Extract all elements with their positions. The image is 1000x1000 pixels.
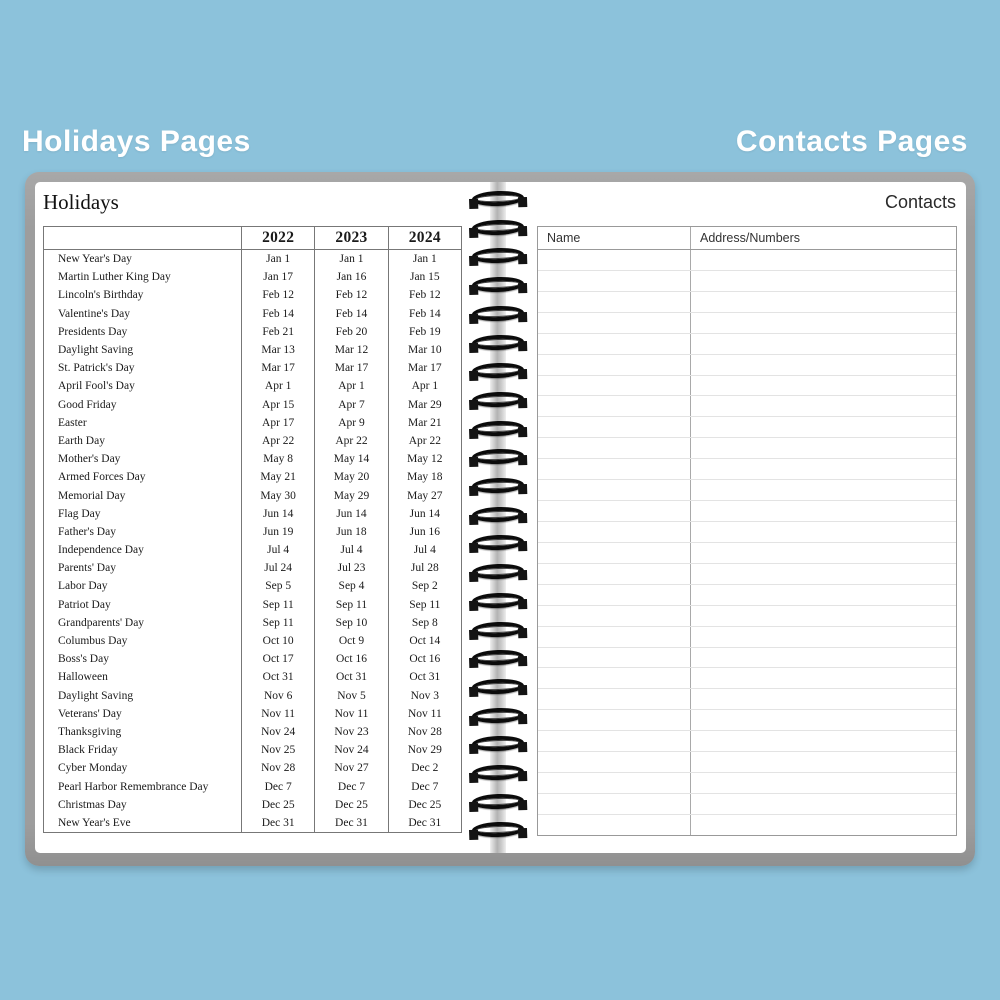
- table-row: [44, 523, 461, 541]
- holiday-date: May 21: [241, 468, 314, 486]
- contact-empty-row: [538, 606, 956, 627]
- contacts-table-header: [538, 227, 956, 250]
- contact-empty-row: [538, 334, 956, 355]
- contact-empty-row: [538, 564, 956, 585]
- holiday-name: Patriot Day: [58, 598, 111, 611]
- holiday-date: Dec 2: [388, 759, 461, 777]
- contact-name-cell: [538, 752, 690, 772]
- holiday-date: Oct 31: [241, 668, 314, 686]
- holiday-date: Mar 13: [241, 341, 314, 359]
- holiday-date: Oct 17: [241, 650, 314, 668]
- contact-name-cell: [538, 606, 690, 626]
- contact-name-cell: [538, 334, 690, 354]
- contact-empty-row: [538, 271, 956, 292]
- holiday-date: Sep 8: [388, 614, 461, 632]
- holiday-date: Jul 4: [388, 541, 461, 559]
- table-row: [44, 486, 461, 504]
- contact-empty-row: [538, 710, 956, 731]
- holiday-name: Grandparents' Day: [58, 616, 145, 629]
- holidays-table: [43, 226, 462, 833]
- contact-name-cell: [538, 648, 690, 668]
- holiday-name: April Fool's Day: [58, 380, 135, 393]
- table-row: [44, 596, 461, 614]
- spiral-coil-icon: [472, 334, 524, 351]
- spiral-coil-icon: [472, 592, 524, 609]
- table-row: [44, 668, 461, 686]
- table-row: [44, 705, 461, 723]
- spiral-coil-icon: [472, 764, 524, 781]
- contact-name-cell: [538, 815, 690, 835]
- contact-name-cell: [538, 731, 690, 751]
- holiday-date: Oct 14: [388, 632, 461, 650]
- table-row: [44, 759, 461, 777]
- contact-empty-row: [538, 543, 956, 564]
- table-row: [44, 250, 461, 268]
- holidays-page-title: Holidays: [43, 190, 119, 214]
- contact-empty-row: [538, 313, 956, 334]
- contact-empty-row: [538, 522, 956, 543]
- contact-name-cell: [538, 271, 690, 291]
- holiday-date: Feb 12: [241, 286, 314, 304]
- spiral-coil-icon: [472, 649, 524, 666]
- notebook-pages: [35, 182, 966, 853]
- spiral-coil-icon: [472, 534, 524, 551]
- contact-empty-row: [538, 459, 956, 480]
- holiday-date: Sep 11: [388, 596, 461, 614]
- contact-empty-row: [538, 396, 956, 417]
- holiday-date: Apr 1: [388, 377, 461, 395]
- contact-name-cell: [538, 396, 690, 416]
- contact-empty-row: [538, 731, 956, 752]
- contact-name-cell: [538, 710, 690, 730]
- contact-address-cell: [690, 606, 956, 626]
- spiral-coil-icon: [472, 247, 524, 264]
- contact-empty-row: [538, 501, 956, 522]
- holiday-date: Apr 15: [241, 396, 314, 414]
- table-row: [44, 796, 461, 814]
- holiday-name: Pearl Harbor Remembrance Day: [58, 780, 209, 793]
- holiday-date: Jun 19: [241, 523, 314, 541]
- spiral-coil-icon: [472, 793, 524, 810]
- holiday-date: Nov 29: [388, 741, 461, 759]
- holidays-header-year: 2023: [314, 227, 387, 249]
- table-row: [44, 359, 461, 377]
- table-row: [44, 559, 461, 577]
- holiday-date: May 20: [314, 468, 387, 486]
- contact-empty-row: [538, 417, 956, 438]
- holiday-date: Jun 16: [388, 523, 461, 541]
- holiday-name: Thanksgiving: [58, 725, 122, 738]
- holiday-date: Sep 11: [314, 596, 387, 614]
- holiday-date: Jun 18: [314, 523, 387, 541]
- spiral-coil-icon: [472, 707, 524, 724]
- contact-address-cell: [690, 334, 956, 354]
- table-row: [44, 450, 461, 468]
- holiday-date: Feb 20: [314, 323, 387, 341]
- contact-address-cell: [690, 752, 956, 772]
- holiday-name: Good Friday: [58, 398, 117, 411]
- holiday-date: Mar 29: [388, 396, 461, 414]
- contact-address-cell: [690, 522, 956, 542]
- holiday-date: Feb 14: [314, 305, 387, 323]
- holiday-name: Veterans' Day: [58, 707, 122, 720]
- holiday-date: Jul 28: [388, 559, 461, 577]
- contact-address-cell: [690, 773, 956, 793]
- holiday-date: Sep 4: [314, 577, 387, 595]
- holiday-name: New Year's Day: [58, 253, 132, 266]
- holiday-date: May 29: [314, 486, 387, 504]
- contact-empty-row: [538, 585, 956, 606]
- contact-address-cell: [690, 271, 956, 291]
- holiday-date: Oct 10: [241, 632, 314, 650]
- spiral-coil-icon: [472, 506, 524, 523]
- contact-empty-row: [538, 250, 956, 271]
- holiday-name: Christmas Day: [58, 798, 127, 811]
- holidays-table-header: [44, 227, 461, 250]
- holiday-date: May 12: [388, 450, 461, 468]
- holiday-date: Nov 11: [388, 705, 461, 723]
- holiday-name: Earth Day: [58, 434, 105, 447]
- spiral-coil-icon: [472, 678, 524, 695]
- contact-address-cell: [690, 585, 956, 605]
- contact-address-cell: [690, 438, 956, 458]
- table-row: [44, 286, 461, 304]
- holiday-name: Halloween: [58, 671, 108, 684]
- holiday-name: Cyber Monday: [58, 762, 128, 775]
- table-row: [44, 650, 461, 668]
- spiral-coil-icon: [472, 477, 524, 494]
- spiral-coil-icon: [472, 420, 524, 437]
- holiday-name: Memorial Day: [58, 489, 126, 502]
- holiday-date: Jan 15: [388, 268, 461, 286]
- contact-address-cell: [690, 292, 956, 312]
- holiday-name: Independence Day: [58, 544, 144, 557]
- contact-address-cell: [690, 480, 956, 500]
- contact-address-cell: [690, 648, 956, 668]
- table-row: [44, 777, 461, 795]
- holiday-date: Dec 31: [241, 814, 314, 832]
- contact-name-cell: [538, 250, 690, 270]
- holiday-date: Dec 31: [314, 814, 387, 832]
- contact-name-cell: [538, 668, 690, 688]
- holiday-date: Nov 23: [314, 723, 387, 741]
- contact-name-cell: [538, 501, 690, 521]
- table-row: [44, 541, 461, 559]
- spiral-coil-icon: [472, 276, 524, 293]
- notebook: [25, 172, 975, 866]
- holiday-date: Dec 31: [388, 814, 461, 832]
- holiday-date: Apr 7: [314, 396, 387, 414]
- contact-address-cell: [690, 731, 956, 751]
- holiday-date: Jul 23: [314, 559, 387, 577]
- spiral-coil-icon: [472, 621, 524, 638]
- table-row: [44, 632, 461, 650]
- holiday-name: Lincoln's Birthday: [58, 289, 144, 302]
- holiday-date: Nov 24: [241, 723, 314, 741]
- contact-empty-row: [538, 355, 956, 376]
- spiral-coil-icon: [472, 391, 524, 408]
- holiday-date: Dec 25: [314, 796, 387, 814]
- contact-name-cell: [538, 794, 690, 814]
- contact-name-cell: [538, 459, 690, 479]
- holiday-date: Jan 1: [241, 250, 314, 268]
- contact-empty-row: [538, 773, 956, 794]
- contact-address-cell: [690, 564, 956, 584]
- holiday-date: Apr 17: [241, 414, 314, 432]
- holiday-name: Labor Day: [58, 580, 108, 593]
- holidays-header-blank-cell: [44, 227, 241, 249]
- contact-empty-row: [538, 627, 956, 648]
- contact-name-cell: [538, 522, 690, 542]
- contact-name-cell: [538, 585, 690, 605]
- contact-address-cell: [690, 668, 956, 688]
- contacts-header-address: Address/Numbers: [690, 227, 956, 249]
- holiday-date: Jan 16: [314, 268, 387, 286]
- holiday-date: Feb 21: [241, 323, 314, 341]
- contact-address-cell: [690, 459, 956, 479]
- holiday-date: Jun 14: [388, 505, 461, 523]
- holiday-date: Mar 12: [314, 341, 387, 359]
- table-row: [44, 305, 461, 323]
- contacts-page-title: Contacts: [884, 192, 956, 212]
- holiday-name: Presidents Day: [58, 325, 128, 338]
- holiday-date: Feb 14: [388, 305, 461, 323]
- holiday-date: Jul 4: [314, 541, 387, 559]
- holiday-name: Father's Day: [58, 525, 116, 538]
- holiday-date: Apr 22: [241, 432, 314, 450]
- holiday-date: Mar 17: [388, 359, 461, 377]
- holiday-date: Feb 19: [388, 323, 461, 341]
- table-row: [44, 687, 461, 705]
- contacts-table: [537, 226, 957, 836]
- holiday-date: Nov 25: [241, 741, 314, 759]
- table-row: [44, 268, 461, 286]
- holiday-date: Jan 1: [388, 250, 461, 268]
- holiday-date: Nov 24: [314, 741, 387, 759]
- holiday-name: Daylight Saving: [58, 344, 134, 357]
- spiral-coil-icon: [472, 448, 524, 465]
- holiday-name: Columbus Day: [58, 635, 128, 648]
- spiral-coil-icon: [472, 821, 524, 838]
- table-row: [44, 577, 461, 595]
- holiday-date: Dec 7: [314, 777, 387, 795]
- holiday-date: Nov 28: [241, 759, 314, 777]
- holiday-date: Dec 25: [388, 796, 461, 814]
- holiday-date: May 8: [241, 450, 314, 468]
- holiday-date: Nov 3: [388, 687, 461, 705]
- contacts-header-name: Name: [547, 231, 581, 245]
- holiday-date: Dec 7: [241, 777, 314, 795]
- holiday-date: Apr 22: [388, 432, 461, 450]
- holiday-date: Feb 14: [241, 305, 314, 323]
- holidays-pages-banner-title: Holidays Pages: [22, 125, 251, 158]
- contact-address-cell: [690, 543, 956, 563]
- holiday-name: Easter: [58, 416, 87, 429]
- spiral-gap-strip: [490, 182, 506, 853]
- spiral-coil-icon: [472, 305, 524, 322]
- holiday-name: Black Friday: [58, 744, 118, 757]
- holidays-header-year: 2022: [241, 227, 314, 249]
- contact-empty-row: [538, 668, 956, 689]
- contact-empty-row: [538, 815, 956, 835]
- contact-address-cell: [690, 313, 956, 333]
- holiday-date: May 14: [314, 450, 387, 468]
- holiday-date: Jul 24: [241, 559, 314, 577]
- holiday-date: Jun 14: [241, 505, 314, 523]
- spiral-coil-icon: [472, 735, 524, 752]
- holiday-name: Boss's Day: [58, 653, 109, 666]
- holiday-date: Feb 12: [388, 286, 461, 304]
- contact-name-cell: [538, 292, 690, 312]
- holiday-name: Daylight Saving: [58, 689, 134, 702]
- spiral-coil-icon: [472, 563, 524, 580]
- contact-address-cell: [690, 794, 956, 814]
- holiday-date: Apr 1: [241, 377, 314, 395]
- table-row: [44, 414, 461, 432]
- spiral-coil-icon: [472, 362, 524, 379]
- table-row: [44, 614, 461, 632]
- holidays-table-body: [44, 250, 461, 832]
- contact-name-cell: [538, 355, 690, 375]
- table-row: [44, 723, 461, 741]
- table-row: [44, 468, 461, 486]
- holiday-date: Apr 9: [314, 414, 387, 432]
- table-row: [44, 377, 461, 395]
- holiday-name: Armed Forces Day: [58, 471, 146, 484]
- holiday-date: Jan 1: [314, 250, 387, 268]
- holiday-date: May 18: [388, 468, 461, 486]
- holiday-date: May 27: [388, 486, 461, 504]
- contact-name-cell: [538, 627, 690, 647]
- holiday-date: Sep 11: [241, 614, 314, 632]
- contact-name-cell: [538, 417, 690, 437]
- spiral-coil-icon: [472, 190, 524, 207]
- holiday-name: Valentine's Day: [58, 307, 131, 320]
- holiday-date: Jun 14: [314, 505, 387, 523]
- holiday-date: Oct 16: [314, 650, 387, 668]
- contact-address-cell: [690, 376, 956, 396]
- holiday-date: Mar 17: [314, 359, 387, 377]
- contact-name-cell: [538, 438, 690, 458]
- table-row: [44, 323, 461, 341]
- contact-address-cell: [690, 501, 956, 521]
- holiday-date: May 30: [241, 486, 314, 504]
- holiday-name: New Year's Eve: [58, 816, 131, 829]
- contact-name-cell: [538, 313, 690, 333]
- table-row: [44, 432, 461, 450]
- holiday-date: Jan 17: [241, 268, 314, 286]
- holiday-date: Nov 27: [314, 759, 387, 777]
- holiday-date: Apr 1: [314, 377, 387, 395]
- contact-empty-row: [538, 752, 956, 773]
- contact-empty-row: [538, 480, 956, 501]
- holiday-date: Dec 25: [241, 796, 314, 814]
- contact-empty-row: [538, 438, 956, 459]
- holiday-date: Dec 7: [388, 777, 461, 795]
- contact-empty-row: [538, 292, 956, 313]
- contact-address-cell: [690, 627, 956, 647]
- contact-name-cell: [538, 773, 690, 793]
- holiday-date: Nov 11: [241, 705, 314, 723]
- contact-empty-row: [538, 648, 956, 669]
- holiday-date: Mar 10: [388, 341, 461, 359]
- holiday-date: Nov 5: [314, 687, 387, 705]
- table-row: [44, 741, 461, 759]
- holiday-date: Oct 16: [388, 650, 461, 668]
- contact-address-cell: [690, 355, 956, 375]
- table-row: [44, 814, 461, 832]
- holiday-date: Jul 4: [241, 541, 314, 559]
- contact-name-cell: [538, 480, 690, 500]
- holiday-date: Mar 17: [241, 359, 314, 377]
- contact-name-cell: [538, 564, 690, 584]
- holiday-name: Mother's Day: [58, 453, 121, 466]
- holiday-name: Flag Day: [58, 507, 101, 520]
- table-row: [44, 396, 461, 414]
- holiday-date: Oct 31: [314, 668, 387, 686]
- holiday-date: Oct 9: [314, 632, 387, 650]
- contacts-pages-banner-title: Contacts Pages: [735, 125, 968, 158]
- holiday-date: Nov 11: [314, 705, 387, 723]
- holiday-date: Oct 31: [388, 668, 461, 686]
- holiday-date: Nov 6: [241, 687, 314, 705]
- table-row: [44, 341, 461, 359]
- contact-empty-row: [538, 689, 956, 710]
- contact-address-cell: [690, 710, 956, 730]
- holiday-date: Sep 2: [388, 577, 461, 595]
- contact-name-cell: [538, 689, 690, 709]
- contact-name-cell: [538, 543, 690, 563]
- holiday-date: Feb 12: [314, 286, 387, 304]
- holiday-name: Parents' Day: [58, 562, 116, 575]
- contact-address-cell: [690, 417, 956, 437]
- contact-address-cell: [690, 250, 956, 270]
- contact-address-cell: [690, 815, 956, 835]
- contact-empty-row: [538, 794, 956, 815]
- table-row: [44, 505, 461, 523]
- contact-address-cell: [690, 689, 956, 709]
- holiday-date: Mar 21: [388, 414, 461, 432]
- holiday-date: Sep 5: [241, 577, 314, 595]
- contact-empty-row: [538, 376, 956, 397]
- holiday-date: Apr 22: [314, 432, 387, 450]
- holiday-date: Sep 10: [314, 614, 387, 632]
- holiday-name: Martin Luther King Day: [58, 271, 171, 284]
- contact-address-cell: [690, 396, 956, 416]
- holidays-header-year: 2024: [388, 227, 461, 249]
- contacts-table-body: [538, 250, 956, 835]
- holiday-date: Nov 28: [388, 723, 461, 741]
- holiday-name: St. Patrick's Day: [58, 362, 135, 375]
- contact-name-cell: [538, 376, 690, 396]
- holiday-date: Sep 11: [241, 596, 314, 614]
- spiral-coil-icon: [472, 219, 524, 236]
